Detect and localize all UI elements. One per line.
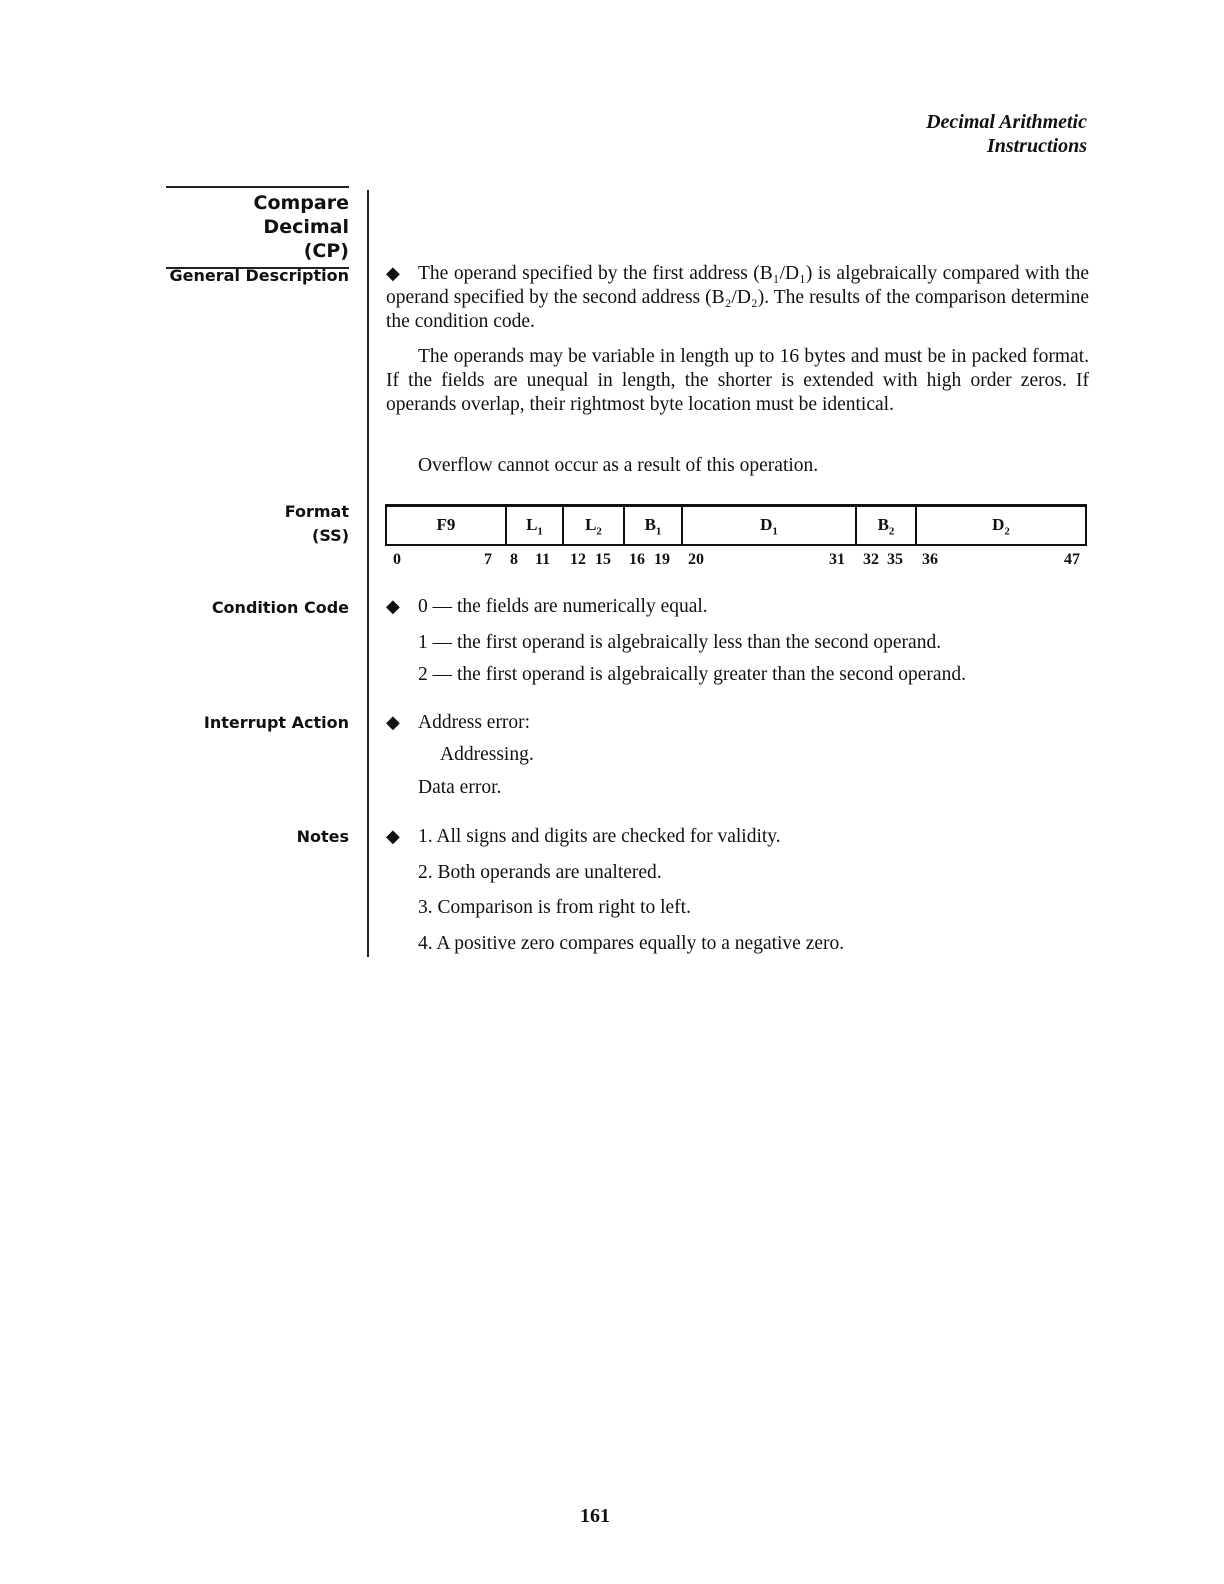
title-line1: Compare Decimal bbox=[253, 192, 349, 238]
note-4: 4. A positive zero compares equally to a negative zero. bbox=[418, 933, 845, 954]
bit-12: 12 bbox=[570, 551, 586, 568]
interrupt-addressing: Addressing. bbox=[440, 744, 534, 765]
general-p1-text: The operand specified by the first address (B₁/D₁) is algebraically compared with the operand specified by the second address (B₂/D₂). The results of the comparison determine the condition code. bbox=[386, 263, 1089, 332]
condition-code-1: 1 — the first operand is algebraically less than the second operand. bbox=[418, 632, 942, 653]
label-format bbox=[285, 500, 349, 548]
general-p2-text: The operands may be variable in length up to 16 bytes and must be in packed format. If the fields are unequal in length, the shorter is extended with high order zeros. If operands overlap, their rightmost byte location must be identical. bbox=[386, 346, 1089, 415]
format-field-l1: $L_1$ bbox=[507, 507, 564, 544]
note-1: ◆ 1. All signs and digits are checked for validity. bbox=[386, 826, 781, 847]
label-general-description: General Description bbox=[169, 266, 349, 285]
page-number: 161 bbox=[580, 1505, 610, 1527]
bit-16: 16 bbox=[629, 551, 645, 568]
running-head-line2: Instructions bbox=[986, 135, 1087, 157]
label-condition-code: Condition Code bbox=[211, 598, 349, 617]
bit-7: 7 bbox=[484, 551, 492, 568]
column-divider bbox=[367, 190, 369, 957]
bullet-diamond-icon: ◆ bbox=[386, 826, 400, 847]
bit-47: 47 bbox=[1064, 551, 1080, 568]
general-paragraph-2 bbox=[386, 345, 1089, 417]
condition-code-0: ◆ 0 — the fields are numerically equal. bbox=[386, 596, 708, 617]
running-head-line1: Decimal Arithmetic bbox=[926, 111, 1087, 133]
format-field-b2: $B_2$ bbox=[857, 507, 917, 544]
bit-0: 0 bbox=[393, 551, 401, 568]
bit-31: 31 bbox=[829, 551, 845, 568]
title-line2: (CP) bbox=[303, 240, 349, 262]
interrupt-address-error: ◆ Address error: bbox=[386, 712, 531, 733]
format-field-d2: $D_2$ bbox=[992, 515, 1010, 538]
bit-11: 11 bbox=[535, 551, 551, 568]
label-notes: Notes bbox=[296, 827, 349, 846]
bit-20: 20 bbox=[688, 551, 704, 568]
bit-35: 35 bbox=[887, 551, 903, 568]
label-interrupt-action: Interrupt Action bbox=[203, 713, 349, 732]
note-2: 2. Both operands are unaltered. bbox=[418, 862, 662, 883]
label-format-title: Format bbox=[284, 502, 349, 521]
note-3: 3. Comparison is from right to left. bbox=[418, 897, 691, 918]
format-field-b1: $B_1$ bbox=[625, 507, 683, 544]
bit-36: 36 bbox=[922, 551, 938, 568]
format-field-f9: F9 bbox=[387, 507, 507, 544]
general-paragraph-3 bbox=[386, 454, 1089, 478]
condition-code-2: 2 — the first operand is algebraically greater than the second operand. bbox=[418, 664, 966, 685]
bullet-diamond-icon: ◆ bbox=[386, 712, 400, 733]
instruction-format-diagram bbox=[385, 504, 1087, 546]
format-field-d1: $D_1$ bbox=[683, 507, 857, 544]
general-paragraph-1 bbox=[386, 262, 1089, 334]
bit-19: 19 bbox=[654, 551, 670, 568]
interrupt-data-error: Data error. bbox=[418, 777, 502, 798]
running-head bbox=[926, 110, 1087, 158]
general-p3-text: Overflow cannot occur as a result of this operation. bbox=[418, 455, 819, 476]
section-title bbox=[166, 186, 349, 269]
bit-32: 32 bbox=[863, 551, 879, 568]
label-format-type: (SS) bbox=[312, 526, 349, 545]
bit-15: 15 bbox=[595, 551, 611, 568]
bullet-diamond-icon: ◆ bbox=[386, 596, 400, 617]
bullet-diamond-icon: ◆ bbox=[386, 263, 400, 284]
bit-8: 8 bbox=[510, 551, 518, 568]
format-field-l2: $L_2$ bbox=[564, 507, 625, 544]
